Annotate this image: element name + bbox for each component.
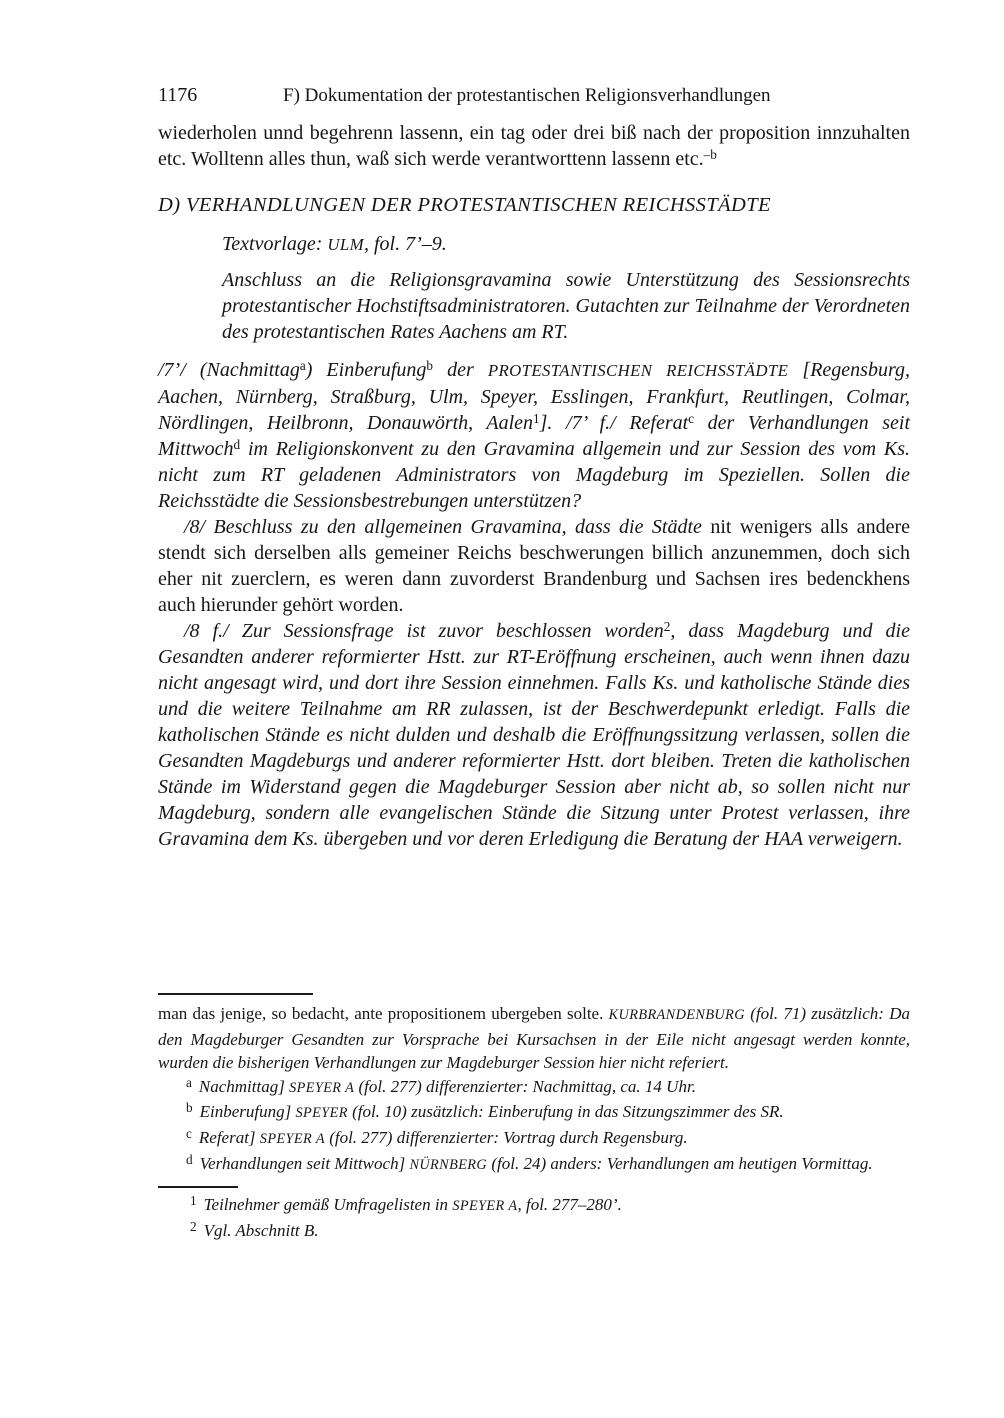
text-segment: man das jenige, so bedacht, ante propositionem ubergeben solte. [158, 1004, 609, 1023]
text-segment: SPEYER A [452, 1198, 518, 1215]
footnote-area [158, 993, 910, 1242]
page-header [158, 84, 910, 107]
paragraph-fol8 [158, 514, 910, 618]
text-segment: 2 [663, 619, 671, 634]
text-segment: (fol. 277) differenzierter: Vortrag durch Regensburg. [324, 1127, 688, 1147]
text-segment: , dass Magdeburg und die Gesandten anderer reformierter Hstt. zur RT-Eröffnung erscheinen, auch wenn ihnen dazu nicht angesagt wird, und dort ihre Session einnehmen. Falls Ks. und katholische Stände dies und die weitere Teilnahme am RR zulassen, ist der Beschwerdepunkt erledigt. Falls die katholischen Stände es nicht dulden und deshalb die Eröffnungssitzung verlassen, sollen die Gesandten Magdeburgs und anderer reformierter Hstt. dort bleiben. Treten die katholischen Stände im Widerstand gegen die Magdeburger Session aber nicht ab, so sollen nicht nur Magdeburg, sondern alle evangelischen Stände die Sitzung unter Protest verlassen, ihre Gravamina dem Ks. übergeben und vor deren Erledigung die Beratung der HAA verweigern. [158, 620, 910, 850]
page-number: 1176 [158, 84, 198, 106]
text-segment: ]. /7’ f./ Referat [539, 412, 689, 434]
running-head: F) Dokumentation der protestantischen Religionsverhandlungen [283, 85, 771, 106]
text-segment: im Religionskonvent zu den Gravamina allgemein und zur Session des vom Ks. nicht zum RT geladenen Administrators von Magdeburg im Speziellen. Sollen die Reichsstädte die Sessionsbestrebungen unterstützen? [158, 438, 910, 512]
text-segment: –b [703, 147, 717, 162]
text-segment: [Regensburg, Aachen, Nürnberg, Straßburg, Ulm, Speyer, Esslingen, Frankfurt, Reutlingen, Colmar, Nördlingen, Heilbronn, Donauwörth, Aalen [158, 359, 910, 434]
footnote-marker: b [186, 1100, 193, 1116]
text-segment: der [433, 359, 488, 381]
text-segment: ULM [327, 235, 364, 254]
text-segment: (fol. 10) zusätzlich: Einberufung in das Sitzungszimmer des SR. [347, 1102, 784, 1122]
text-segment: a [299, 358, 306, 373]
text-segment: Vgl. Abschnitt B. [203, 1220, 319, 1240]
footnote-marker: d [186, 1151, 193, 1167]
text-segment: b [426, 358, 434, 373]
footnote-marker: 2 [190, 1218, 197, 1234]
text-segment: (fol. 24) anders: Verhandlungen am heutigen Vormittag. [487, 1153, 873, 1173]
apparatus-separator-rule [158, 993, 313, 995]
footnote-c [158, 1126, 910, 1152]
regest-summary [222, 267, 910, 345]
text-segment: SPEYER A [289, 1079, 355, 1096]
text-segment: /7’/ (Nachmittag [158, 359, 300, 381]
text-segment: wiederholen unnd begehrenn lassenn, ein tag oder drei biß nach der proposition innzuhalten etc. Wolltenn alles thun, waß sich werde verantworttenn lassenn etc. [158, 122, 910, 170]
text-segment: Verhandlungen seit Mittwoch] [199, 1153, 410, 1173]
footnote-1 [158, 1193, 910, 1219]
text-segment: , fol. 7’–9. [364, 233, 447, 255]
text-segment: (fol. 277) differenzierter: Nachmittag, ca. 14 Uhr. [354, 1076, 696, 1096]
text-segment: Einberufung] [199, 1102, 296, 1122]
text-segment: Anschluss an die Religionsgravamina sowie Unterstützung des Sessionsrechts protestantischer Hochstiftsadministratoren. Gutachten zur Teilnahme der Verordneten des protestantischen Rates Aachens am RT. [222, 269, 910, 343]
footnote-d [158, 1152, 910, 1178]
page-content [158, 84, 910, 852]
text-segment: NÜRNBERG [409, 1156, 488, 1173]
apparatus-continuation [158, 1002, 910, 1075]
text-segment: PROTESTANTISCHEN REICHSSTÄDTE [487, 361, 789, 380]
text-segment: KURBRANDENBURG [608, 1007, 745, 1023]
text-segment: nit wenigers alls andere stendt sich derselben alls gemeiner Reichs beschwerungen billich anzunemmen, doch sich eher nit zuerclern, es weren dann zuvorderst Brandenburg und Sachsen ires bedenckhens auch hierunder gehört worden. [158, 516, 911, 616]
footnote-marker: a [186, 1074, 192, 1090]
text-segment: /8/ Beschluss zu den allgemeinen Gravamina, dass die Städte [184, 516, 711, 538]
paragraph-opening-continuation [158, 120, 910, 172]
text-segment: Teilnehmer gemäß Umfragelisten in [203, 1195, 453, 1215]
paragraph-fol7 [158, 357, 910, 514]
footnote-marker: c [186, 1125, 192, 1141]
text-segment: Referat] [198, 1127, 260, 1147]
text-segment: Textvorlage: [222, 233, 328, 255]
text-segment: d [233, 437, 241, 452]
text-segment: SPEYER A [259, 1130, 325, 1147]
text-segment: /8 f./ Zur Sessionsfrage ist zuvor beschlossen worden [184, 620, 664, 642]
text-segment: SPEYER [295, 1105, 348, 1122]
numbered-separator-rule [158, 1186, 238, 1188]
text-segment: c [688, 411, 695, 426]
text-segment: ) Einberufung [305, 359, 427, 381]
text-segment: der Verhandlungen seit Mittwoch [158, 412, 910, 460]
footnote-a [158, 1075, 910, 1101]
section-heading: D) VERHANDLUNGEN DER PROTESTANTISCHEN REICHSSTÄDTE [158, 194, 771, 216]
apparatus-notes [158, 1075, 910, 1177]
footnote-2 [158, 1219, 910, 1243]
text-segment: , fol. 277–280’. [517, 1195, 622, 1215]
footnote-marker: 1 [190, 1193, 197, 1209]
footnote-b [158, 1100, 910, 1126]
text-segment: 1 [533, 411, 540, 426]
text-segment: (fol. 71) zusätzlich: Da den Magdeburger Gesandten zur Vorsprache bei Kursachsen in der Eile nicht angesagt werden konnte, wurden die bisherigen Verhandlungen zur Magdeburger Session hier nicht referiert. [158, 1004, 910, 1073]
paragraph-fol8f [158, 618, 910, 852]
text-segment: Nachmittag] [198, 1076, 290, 1096]
numbered-notes [158, 1193, 910, 1242]
textvorlage-line [222, 231, 910, 258]
